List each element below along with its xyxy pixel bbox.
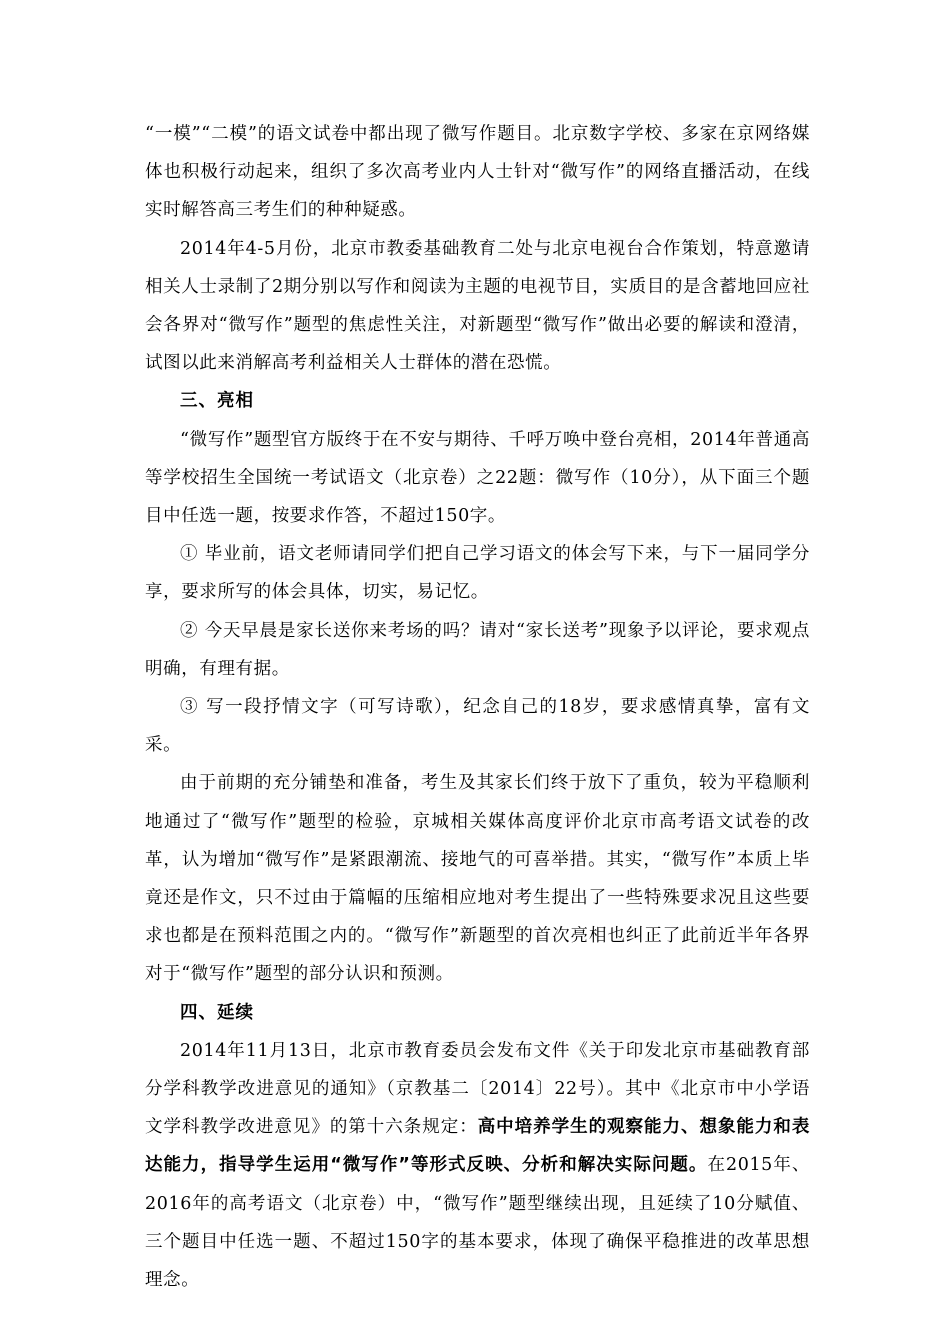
paragraph-official-debut: “微写作”题型官方版终于在不安与期待、千呼万唤中登台亮相，2014年普通高等学校招生全国统一考试语文（北京卷）之22题：微写作（10分），从下面三个题目中任选一题，按要求作答，不超过150字。 bbox=[145, 429, 810, 527]
paragraph-mock-exams: “一模”“二模”的语文试卷中都出现了微写作题目。北京数字学校、多家在京网络媒体也积极行动起来，组织了多次高考业内人士针对“微写作”的网络直播活动，在线实时解答高三考生们的种种疑惑。 bbox=[145, 124, 810, 221]
policy-text-start: 2014年11月13日，北京市教育委员会发布文件《关于印发北京市基础教育部分学科教学改进意见的通知》（京教基二〔2014〕22号）。其中《北京市中小学语文学科教学改进意见》的第十六条规定： bbox=[145, 1040, 810, 1138]
paragraph-tv-program: 2014年4-5月份，北京市教委基础教育二处与北京电视台合作策划，特意邀请相关人士录制了2期分别以写作和阅读为主题的电视节目，实质目的是含蓄地回应社会各界对“微写作”题型的焦虑性关注，对新题型“微写作”做出必要的解读和澄清，试图以此来消解高考利益相关人士群体的潜在恐慌。 bbox=[145, 238, 810, 374]
policy-text-end: 在2015年、2016年的高考语文（北京卷）中，“微写作”题型继续出现，且延续了10分赋值、三个题目中任选一题、不超过150字的基本要求，体现了确保平稳推进的改革思想理念。 bbox=[145, 1155, 810, 1291]
list-item-topic-3: ③ 写一段抒情文字（可写诗歌），纪念自己的18岁，要求感情真挚，富有文采。 bbox=[145, 697, 810, 756]
section-heading-debut: 三、亮相 bbox=[180, 391, 254, 412]
paragraph-policy bbox=[145, 1032, 810, 1299]
policy-highlight: 高中培养学生的观察能力、想象能力和表达能力，指导学生运用“微写作”等形式反映、分析和解决实际问题。 bbox=[145, 1117, 810, 1176]
document-body bbox=[145, 115, 810, 1299]
list-item-topic-1: ① 毕业前，语文老师请同学们把自己学习语文的体会写下来，与下一届同学分享，要求所写的体会具体，切实，易记忆。 bbox=[145, 544, 810, 603]
section-heading-continuation: 四、延续 bbox=[180, 1002, 254, 1023]
list-item-topic-2: ② 今天早晨是家长送你来考场的吗？请对“家长送考”现象予以评论，要求观点明确，有理有据。 bbox=[145, 620, 810, 679]
paragraph-evaluation: 由于前期的充分铺垫和准备，考生及其家长们终于放下了重负，较为平稳顺利地通过了“微写作”题型的检验，京城相关媒体高度评价北京市高考语文试卷的改革，认为增加“微写作”是紧跟潮流、接地气的可喜举措。其实，“微写作”本质上毕竟还是作文，只不过由于篇幅的压缩相应地对考生提出了一些特殊要求况且这些要求也都是在预料范围之内的。“微写作”新题型的首次亮相也纠正了此前近半年各界对于“微写作”题型的部分认识和预测。 bbox=[145, 773, 810, 985]
